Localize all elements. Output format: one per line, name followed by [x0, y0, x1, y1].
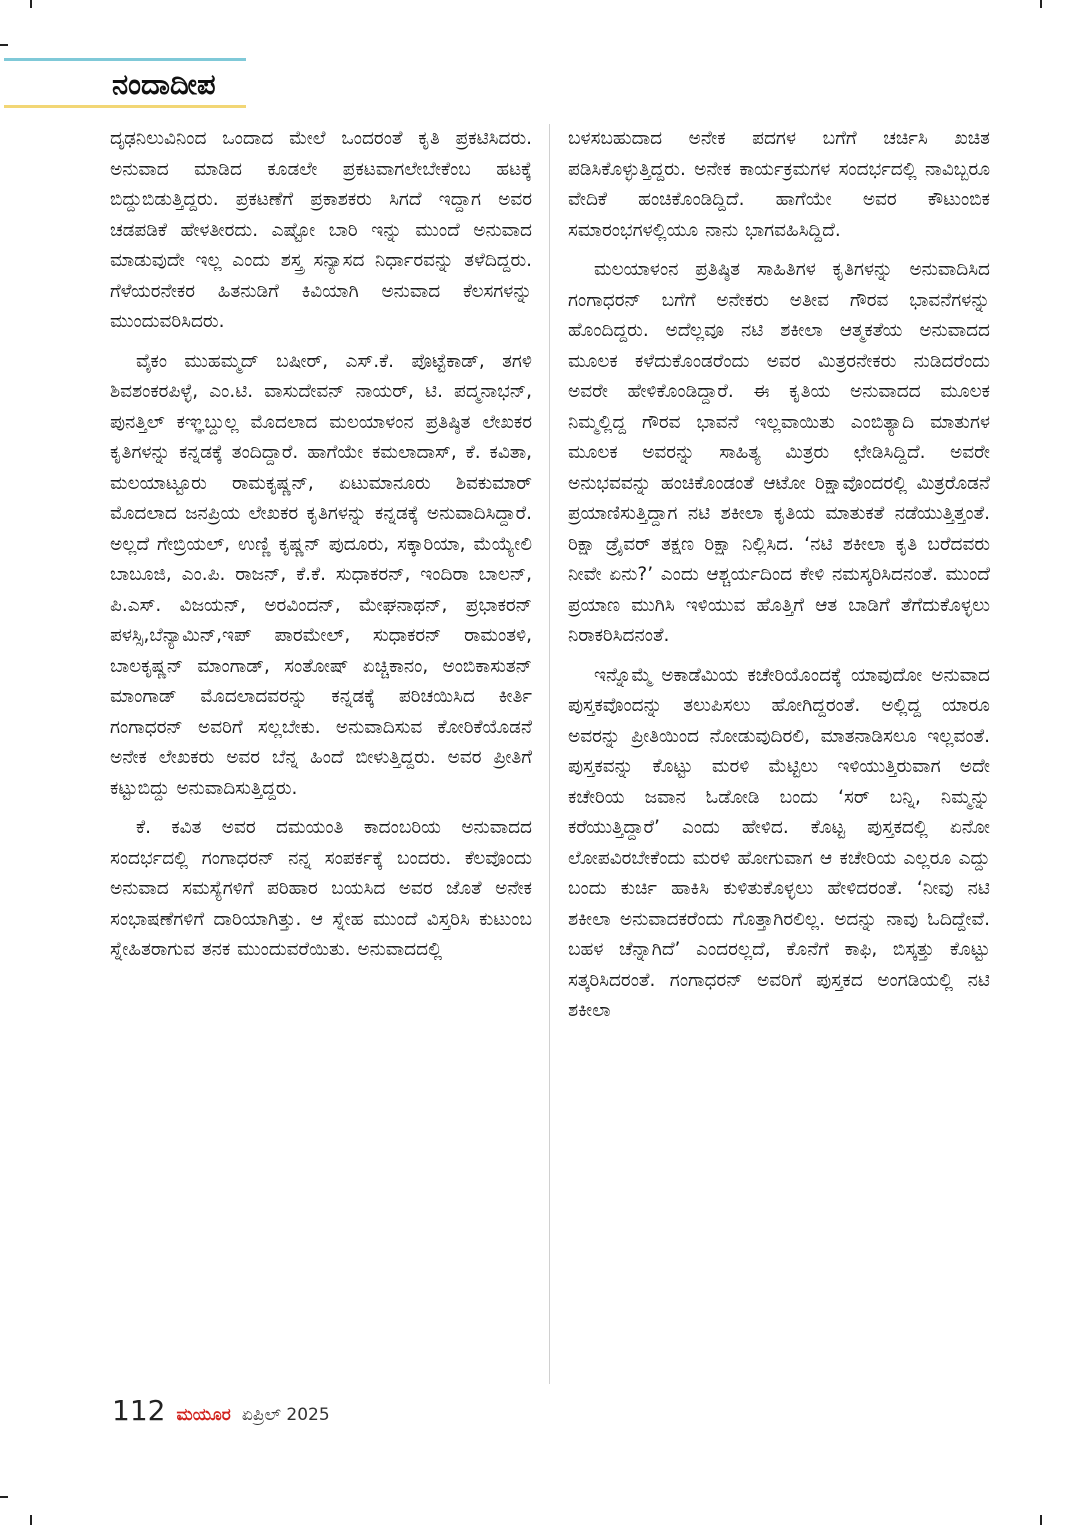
- paragraph: ಕೆ. ಕವಿತ ಅವರ ದಮಯಂತಿ ಕಾದಂಬರಿಯ ಅನುವಾದದ ಸಂದರ್ಭದಲ್ಲಿ ಗಂಗಾಧರನ್ ನನ್ನ ಸಂಪರ್ಕಕ್ಕೆ ಬಂದರು. ಕೆಲವೊಂದು ಅನುವಾದ ಸಮಸ್ಯೆಗಳಿಗೆ ಪರಿಹಾರ ಬಯಸಿದ ಅವರ ಜೊತೆ ಅನೇಕ ಸಂಭಾಷಣೆಗಳಿಗೆ ದಾರಿಯಾಗಿತ್ತು. ಆ ಸ್ನೇಹ ಮುಂದೆ ವಿಸ್ತರಿಸಿ ಕುಟುಂಬ ಸ್ನೇಹಿತರಾಗುವ ತನಕ ಮುಂದುವರೆಯಿತು. ಅನುವಾದದಲ್ಲಿ: [110, 817, 532, 960]
- crop-mark-left-upper: [0, 44, 8, 46]
- crop-mark-bottom-left: [30, 1515, 32, 1525]
- right-column: [568, 124, 990, 1384]
- article-body: [110, 124, 990, 1384]
- paragraph: ಮಲಯಾಳಂನ ಪ್ರತಿಷ್ಠಿತ ಸಾಹಿತಿಗಳ ಕೃತಿಗಳನ್ನು ಅನುವಾದಿಸಿದ ಗಂಗಾಧರನ್ ಬಗೆಗೆ ಅನೇಕರು ಅತೀವ ಗೌರವ ಭಾವನೆಗಳನ್ನು ಹೊಂದಿದ್ದರು. ಅದೆಲ್ಲವೂ ನಟಿ ಶಕೀಲಾ ಆತ್ಮಕತೆಯ ಅನುವಾದದ ಮೂಲಕ ಕಳೆದುಕೊಂಡರೆಂದು ಅವರ ಮಿತ್ರರನೇಕರು ನುಡಿದರೆಂದು ಅವರೇ ಹೇಳಿಕೊಂಡಿದ್ದಾರೆ. ಈ ಕೃತಿಯ ಅನುವಾದದ ಮೂಲಕ ನಿಮ್ಮಲ್ಲಿದ್ದ ಗೌರವ ಭಾವನೆ ಇಲ್ಲವಾಯಿತು ಎಂಬಿತ್ಯಾದಿ ಮಾತುಗಳ ಮೂಲಕ ಅವರನ್ನು ಸಾಹಿತ್ಯ ಮಿತ್ರರು ಛೇಡಿಸಿದ್ದಿದೆ. ಅವರೇ ಅನುಭವವನ್ನು ಹಂಚಿಕೊಂಡಂತೆ ಆಟೋ ರಿಕ್ಷಾವೊಂದರಲ್ಲಿ ಮಿತ್ರರೊಡನೆ ಪ್ರಯಾಣಿಸುತ್ತಿದ್ದಾಗ ನಟಿ ಶಕೀಲಾ ಕೃತಿಯ ಮಾತುಕತೆ ನಡೆಯುತ್ತಿತ್ತಂತೆ. ರಿಕ್ಷಾ ಡ್ರೈವರ್ ತಕ್ಷಣ ರಿಕ್ಷಾ ನಿಲ್ಲಿಸಿದ. ‘ನಟಿ ಶಕೀಲಾ ಕೃತಿ ಬರೆದವರು ನೀವೇ ಏನು?’ ಎಂದು ಆಶ್ಚರ್ಯದಿಂದ ಕೇಳಿ ನಮಸ್ಕರಿಸಿದನಂತೆ. ಮುಂದೆ ಪ್ರಯಾಣ ಮುಗಿಸಿ ಇಳಿಯುವ ಹೊತ್ತಿಗೆ ಆತ ಬಾಡಿಗೆ ತೆಗೆದುಕೊಳ್ಳಲು ನಿರಾಕರಿಸಿದನಂತೆ.: [568, 259, 990, 646]
- paragraph: ದೃಢನಿಲುವಿನಿಂದ ಒಂದಾದ ಮೇಲೆ ಒಂದರಂತೆ ಕೃತಿ ಪ್ರಕಟಿಸಿದರು. ಅನುವಾದ ಮಾಡಿದ ಕೂಡಲೇ ಪ್ರಕಟವಾಗಲೇಬೇಕೆಂಬ ಹಟಕ್ಕೆ ಬಿದ್ದುಬಿಡುತ್ತಿದ್ದರು. ಪ್ರಕಟಣೆಗೆ ಪ್ರಕಾಶಕರು ಸಿಗದೆ ಇದ್ದಾಗ ಅವರ ಚಡಪಡಿಕೆ ಹೇಳತೀರದು. ಎಷ್ಟೋ ಬಾರಿ ಇನ್ನು ಮುಂದೆ ಅನುವಾದ ಮಾಡುವುದೇ ಇಲ್ಲ ಎಂದು ಶಸ್ತ್ರ ಸನ್ಯಾಸದ ನಿರ್ಧಾರವನ್ನು ತಳೆದಿದ್ದರು. ಗೆಳೆಯರನೇಕರ ಹಿತನುಡಿಗೆ ಕಿವಿಯಾಗಿ ಅನುವಾದ ಕೆಲಸಗಳನ್ನು ಮುಂದುವರಿಸಿದರು.: [110, 128, 532, 332]
- crop-mark-left-lower: [0, 1496, 8, 1498]
- left-column: [110, 124, 532, 1384]
- paragraph: ಬಳಸಬಹುದಾದ ಅನೇಕ ಪದಗಳ ಬಗೆಗೆ ಚರ್ಚಿಸಿ ಖಚಿತ ಪಡಿಸಿಕೊಳ್ಳುತ್ತಿದ್ದರು. ಅನೇಕ ಕಾರ್ಯಕ್ರಮಗಳ ಸಂದರ್ಭದಲ್ಲಿ ನಾವಿಬ್ಬರೂ ವೇದಿಕೆ ಹಂಚಿಕೊಂಡಿದ್ದಿದೆ. ಹಾಗೆಯೇ ಅವರ ಕೌಟುಂಬಿಕ ಸಮಾರಂಭಗಳಲ್ಲಿಯೂ ನಾನು ಭಾಗವಹಿಸಿದ್ದಿದೆ.: [568, 128, 990, 241]
- header-rule-bottom: [4, 105, 246, 108]
- header-rule-top: [4, 58, 246, 61]
- paragraph: ವೈಕಂ ಮುಹಮ್ಮದ್ ಬಷೀರ್, ಎಸ್.ಕೆ. ಪೊಟ್ಟೆಕಾಡ್, ತಗಳಿ ಶಿವಶಂಕರಪಿಳ್ಳೆ, ಎಂ.ಟಿ. ವಾಸುದೇವನ್ ನಾಯರ್, ಟಿ. ಪದ್ಮನಾಭನ್, ಪುನತ್ತಿಲ್ ಕಞ್ಞಬ್ದುಲ್ಲ ಮೊದಲಾದ ಮಲಯಾಳಂನ ಪ್ರತಿಷ್ಠಿತ ಲೇಖಕರ ಕೃತಿಗಳನ್ನು ಕನ್ನಡಕ್ಕೆ ತಂದಿದ್ದಾರೆ. ಹಾಗೆಯೇ ಕಮಲಾದಾಸ್, ಕೆ. ಕವಿತಾ, ಮಲಯಾಟ್ಟೂರು ರಾಮಕೃಷ್ಣನ್, ಏಟುಮಾನೂರು ಶಿವಕುಮಾರ್ ಮೊದಲಾದ ಜನಪ್ರಿಯ ಲೇಖಕರ ಕೃತಿಗಳನ್ನು ಕನ್ನಡಕ್ಕೆ ಅನುವಾದಿಸಿದ್ದಾರೆ. ಅಲ್ಲದೆ ಗೇಬ್ರಿಯಲ್, ಉಣ್ಣಿ ಕೃಷ್ಣನ್ ಪುದೂರು, ಸಕ್ಕಾರಿಯಾ, ಮೆಯ್ಯೇಲಿ ಬಾಬೂಜಿ, ಎಂ.ಪಿ. ರಾಜನ್, ಕೆ.ಕೆ. ಸುಧಾಕರನ್, ಇಂದಿರಾ ಬಾಲನ್, ಪಿ.ಎಸ್. ವಿಜಯನ್, ಅರವಿಂದನ್, ಮೇಘನಾಥನ್, ಪ್ರಭಾಕರನ್ ಪಳಸ್ಸಿ,ಬೆನ್ಯಾಮಿನ್,ಇಪ್ ಪಾರಮೇಲ್, ಸುಧಾಕರನ್ ರಾಮಂತಳಿ, ಬಾಲಕೃಷ್ಣನ್ ಮಾಂಗಾಡ್, ಸಂತೋಷ್ ಏಚ್ಚಿಕಾನಂ, ಅಂಬಿಕಾಸುತನ್ ಮಾಂಗಾಡ್ ಮೊದಲಾದವರನ್ನು ಕನ್ನಡಕ್ಕೆ ಪರಿಚಯಿಸಿದ ಕೀರ್ತಿ ಗಂಗಾಧರನ್ ಅವರಿಗೆ ಸಲ್ಲಬೇಕು. ಅನುವಾದಿಸುವ ಕೋರಿಕೆಯೊಡನೆ ಅನೇಕ ಲೇಖಕರು ಅವರ ಬೆನ್ನ ಹಿಂದೆ ಬೀಳುತ್ತಿದ್ದರು. ಅವರ ಪ್ರೀತಿಗೆ ಕಟ್ಟುಬಿದ್ದು ಅನುವಾದಿಸುತ್ತಿದ್ದರು.: [110, 350, 532, 799]
- section-title: ನಂದಾದೀಪ: [112, 67, 216, 101]
- column-divider: [549, 124, 550, 1384]
- issue-date: ಏಪ್ರಿಲ್ 2025: [241, 1405, 330, 1425]
- section-header: [0, 58, 250, 110]
- page-number: 112: [112, 1394, 166, 1427]
- crop-mark-bottom-right: [1040, 1515, 1042, 1525]
- crop-mark-top-left: [30, 0, 32, 8]
- crop-mark-top-right: [1040, 0, 1042, 8]
- paragraph: ಇನ್ನೊಮ್ಮೆ ಅಕಾಡೆಮಿಯ ಕಚೇರಿಯೊಂದಕ್ಕೆ ಯಾವುದೋ ಅನುವಾದ ಪುಸ್ತಕವೊಂದನ್ನು ತಲುಪಿಸಲು ಹೋಗಿದ್ದರಂತೆ. ಅಲ್ಲಿದ್ದ ಯಾರೂ ಅವರನ್ನು ಪ್ರೀತಿಯಿಂದ ನೋಡುವುದಿರಲಿ, ಮಾತನಾಡಿಸಲೂ ಇಲ್ಲವಂತೆ. ಪುಸ್ತಕವನ್ನು ಕೊಟ್ಟು ಮರಳಿ ಮೆಟ್ಟಿಲು ಇಳಿಯುತ್ತಿರುವಾಗ ಅದೇ ಕಚೇರಿಯ ಜವಾನ ಓಡೋಡಿ ಬಂದು ‘ಸರ್ ಬನ್ನಿ, ನಿಮ್ಮನ್ನು ಕರೆಯುತ್ತಿದ್ದಾರೆ’ ಎಂದು ಹೇಳಿದ. ಕೊಟ್ಟ ಪುಸ್ತಕದಲ್ಲಿ ಏನೋ ಲೋಪವಿರಬೇಕೆಂದು ಮರಳಿ ಹೋಗುವಾಗ ಆ ಕಚೇರಿಯ ಎಲ್ಲರೂ ಎದ್ದು ಬಂದು ಕುರ್ಚಿ ಹಾಕಿಸಿ ಕುಳಿತುಕೊಳ್ಳಲು ಹೇಳಿದರಂತೆ. ‘ನೀವು ನಟಿ ಶಕೀಲಾ ಅನುವಾದಕರೆಂದು ಗೊತ್ತಾಗಿರಲಿಲ್ಲ. ಅದನ್ನು ನಾವು ಓದಿದ್ದೇವೆ. ಬಹಳ ಚೆನ್ನಾಗಿದೆ’ ಎಂದರಲ್ಲದೆ, ಕೊನೆಗೆ ಕಾಫಿ, ಬಿಸ್ಕತ್ತು ಕೊಟ್ಟು ಸತ್ಕರಿಸಿದರಂತೆ. ಗಂಗಾಧರನ್ ಅವರಿಗೆ ಪುಸ್ತಕದ ಅಂಗಡಿಯಲ್ಲಿ ನಟಿ ಶಕೀಲಾ: [568, 664, 990, 1021]
- magazine-logo: ಮಯೂರ: [176, 1405, 231, 1425]
- page-footer: [112, 1394, 330, 1430]
